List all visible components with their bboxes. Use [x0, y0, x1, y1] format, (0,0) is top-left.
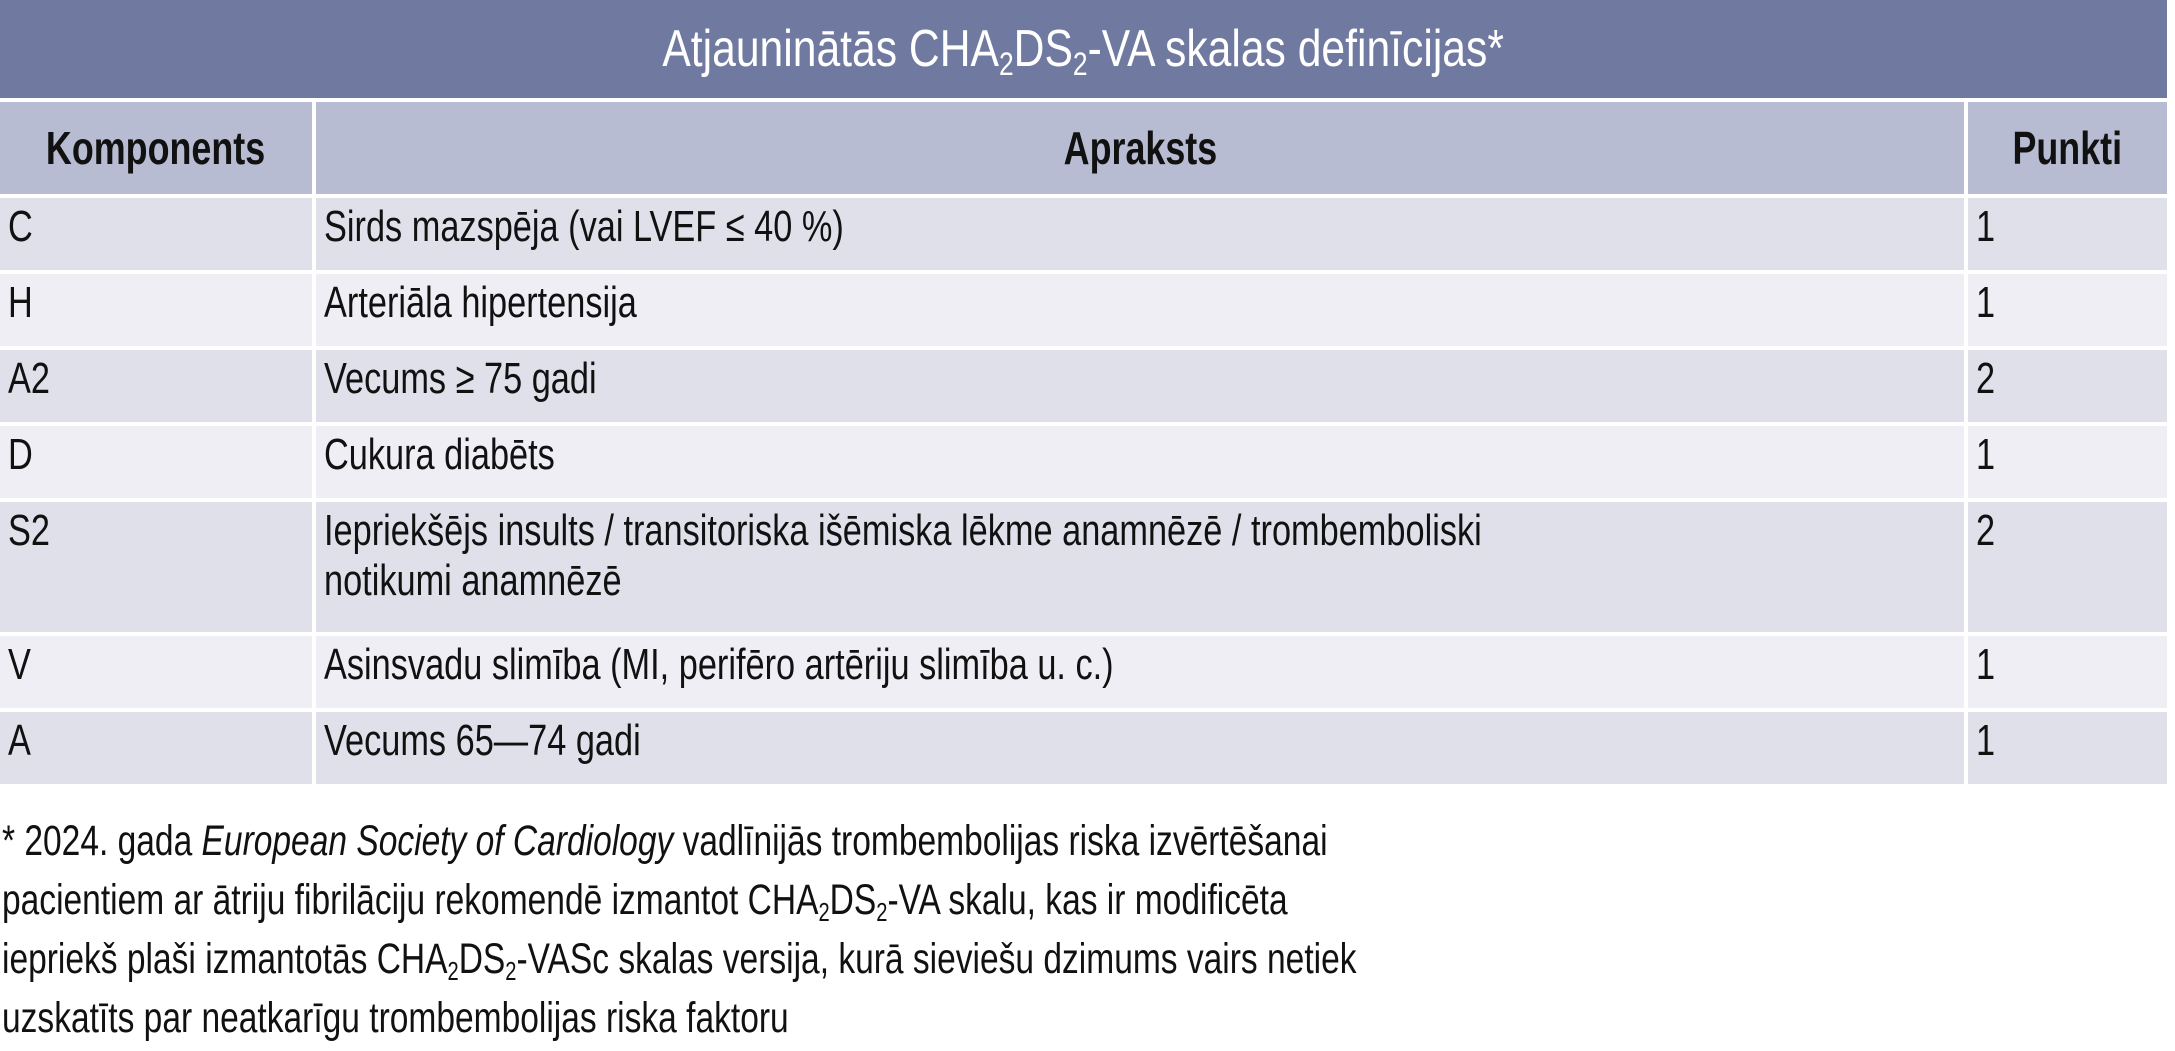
table-row	[0, 350, 2167, 422]
row-component: A	[0, 712, 312, 784]
table-row	[0, 712, 2167, 784]
row-description: Cukura diabēts	[316, 426, 1964, 498]
table-row	[0, 636, 2167, 708]
footnote-line: iepriekš plaši izmantotās $CHA_2DS_2$-VASc skalas versija, kurā sieviešu dzimums vairs netiek	[2, 935, 1357, 987]
table-title-row	[0, 0, 2167, 98]
row-component: V	[0, 636, 312, 708]
row-points: 1	[1968, 198, 2167, 270]
header-component: Komponents	[0, 102, 312, 194]
row-points: 1	[1968, 274, 2167, 346]
header-description: Apraksts	[316, 102, 1964, 194]
footnote	[2, 812, 2162, 1048]
row-points: 2	[1968, 502, 2167, 632]
row-component: H	[0, 274, 312, 346]
row-points: 1	[1968, 712, 2167, 784]
footnote-line: uzskatīts par neatkarīgu trombembolijas riska faktoru	[2, 994, 789, 1042]
row-component: S2	[0, 502, 312, 632]
footnote-line: pacientiem ar ātriju fibrilāciju rekomendē izmantot $CHA_2DS_2-VA$ skalu, kas ir modificēta	[2, 876, 1288, 928]
header-points: Punkti	[1968, 102, 2167, 194]
row-component: D	[0, 426, 312, 498]
row-description: Arteriāla hipertensija	[316, 274, 1964, 346]
row-description: Asinsvadu slimība (MI, perifēro artēriju slimība u. c.)	[316, 636, 1964, 708]
row-points: 1	[1968, 636, 2167, 708]
row-description: Vecums ≥ 75 gadi	[316, 350, 1964, 422]
row-points: 1	[1968, 426, 2167, 498]
table-row	[0, 426, 2167, 498]
row-component: C	[0, 198, 312, 270]
row-description: Iepriekšējs insults / transitoriska išēmiska lēkme anamnēzē / trombemboliski notikumi anamnēzē	[316, 502, 1964, 632]
table-header-row	[0, 102, 2167, 194]
table-row	[0, 274, 2167, 346]
table-title: Atjauninātās $CHA_2DS_2-VA$ skalas definīcijas*	[0, 0, 2167, 98]
row-points: 2	[1968, 350, 2167, 422]
row-description: Vecums 65—74 gadi	[316, 712, 1964, 784]
table-row	[0, 198, 2167, 270]
table-row	[0, 502, 2167, 632]
row-component: A2	[0, 350, 312, 422]
footnote-line: * 2024. gada European Society of Cardiology vadlīnijās trombembolijas riska izvērtēšanai	[2, 817, 1328, 865]
row-description: Sirds mazspēja (vai LVEF ≤ 40 %)	[316, 198, 1964, 270]
